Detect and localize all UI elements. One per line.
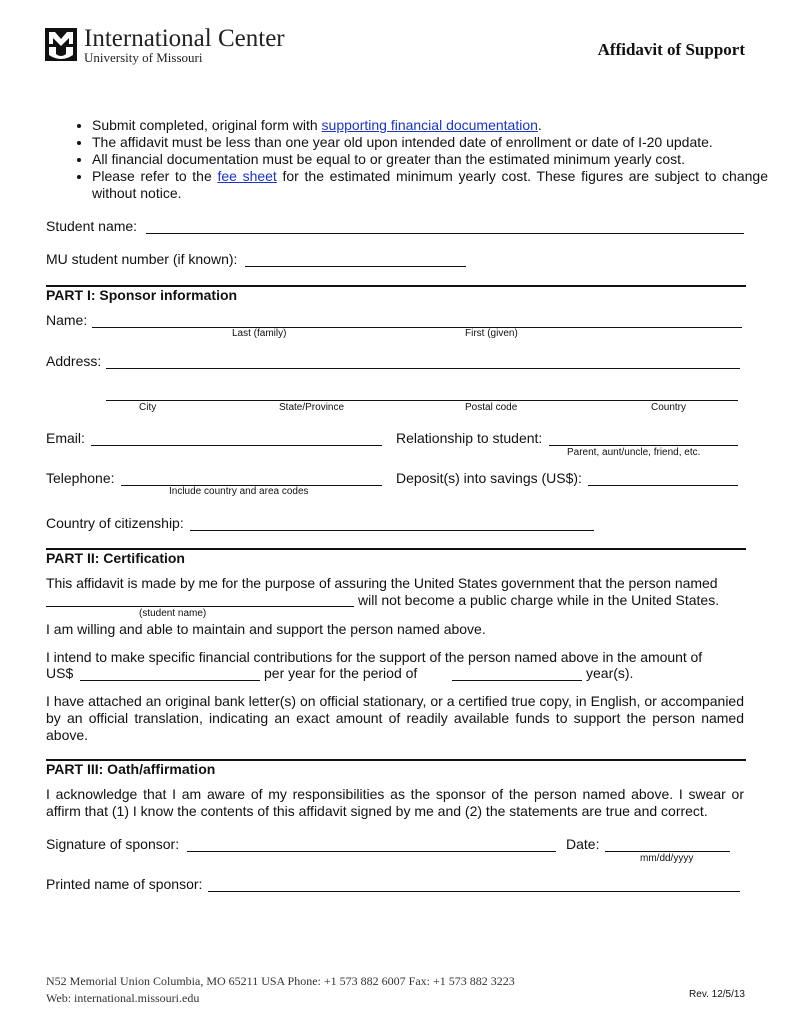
address-line2-field[interactable] — [106, 400, 738, 401]
university-name: University of Missouri — [84, 50, 203, 65]
state-hint: State/Province — [279, 402, 345, 413]
footer-web: Web: international.missouri.edu — [46, 991, 200, 1005]
telephone-hint: Include country and area codes — [169, 486, 309, 497]
footer-address: N52 Memorial Union Columbia, MO 65211 USA Phone: +1 573 882 6007 Fax: +1 573 882 3223 — [46, 974, 515, 988]
contribution-amount-field[interactable] — [80, 680, 260, 681]
printed-name-field[interactable] — [208, 891, 740, 892]
revision-date: Rev. 12/5/13 — [689, 989, 745, 1000]
signature-label: Signature of sponsor: — [46, 836, 180, 852]
student-name-hint: (student name) — [139, 608, 207, 619]
student-name-certification-field[interactable] — [46, 606, 354, 607]
instruction-item: • All financial documentation must be equal to or greater than the estimated minimum yearly cost. — [92, 151, 768, 168]
last-name-hint: Last (family) — [232, 328, 287, 339]
address-line1-field[interactable] — [106, 368, 740, 369]
part2-heading: PART II: Certification — [46, 550, 185, 566]
contribution-period-field[interactable] — [452, 680, 582, 681]
student-number-field[interactable] — [245, 266, 466, 267]
instruction-item: • The affidavit must be less than one year old upon intended date of enrollment or date of I-20 update. — [92, 134, 768, 151]
sponsor-name-field[interactable] — [92, 327, 742, 328]
relationship-label: Relationship to student: — [396, 430, 543, 446]
part3-heading: PART III: Oath/affirmation — [46, 761, 216, 777]
fee-sheet-link[interactable]: fee sheet — [217, 168, 277, 184]
oath-text: I acknowledge that I am aware of my responsibilities as the sponsor of the person named above. I swear or affirm that (1) I know the contents of this affidavit signed by me and (2) the statements are true and correct. — [46, 786, 744, 819]
date-label: Date: — [566, 836, 600, 852]
student-name-label: Student name: — [46, 218, 138, 234]
instruction-item: • Submit completed, original form with supporting financial documentation. — [92, 117, 768, 134]
mu-logo — [45, 28, 77, 61]
first-name-hint: First (given) — [465, 328, 518, 339]
citizenship-label: Country of citizenship: — [46, 515, 184, 531]
country-hint: Country — [651, 402, 687, 413]
part1-heading: PART I: Sponsor information — [46, 287, 238, 303]
sponsor-name-label: Name: — [46, 312, 88, 328]
org-name: International Center — [84, 25, 285, 52]
email-field[interactable] — [91, 445, 382, 446]
signature-field[interactable] — [187, 851, 556, 852]
certification-text: I am willing and able to maintain and support the person named above. — [46, 621, 486, 637]
relationship-hint: Parent, aunt/uncle, friend, etc. — [567, 447, 701, 458]
form-title: Affidavit of Support — [597, 40, 745, 59]
relationship-field[interactable] — [549, 445, 738, 446]
certification-text: I intend to make specific financial contributions for the support of the person named above in the amount of — [46, 649, 703, 665]
city-hint: City — [139, 402, 157, 413]
email-label: Email: — [46, 430, 85, 446]
years-label: year(s). — [586, 665, 634, 681]
printed-name-label: Printed name of sponsor: — [46, 876, 203, 892]
per-year-label: per year for the period of — [264, 665, 418, 681]
postal-code-hint: Postal code — [465, 402, 518, 413]
currency-label: US$ — [46, 665, 74, 681]
date-field[interactable] — [605, 851, 730, 852]
date-format-hint: mm/dd/yyyy — [640, 853, 694, 864]
deposit-field[interactable] — [588, 485, 738, 486]
instructions-list — [68, 117, 768, 202]
certification-text: will not become a public charge while in the United States. — [358, 592, 720, 608]
instruction-item: • Please refer to the fee sheet for the estimated minimum yearly cost. These figures are subject to change without notice. — [92, 168, 768, 202]
telephone-label: Telephone: — [46, 470, 115, 486]
deposit-label: Deposit(s) into savings (US$): — [396, 470, 582, 486]
certification-text: I have attached an original bank letter(s) on official stationary, or a certified true copy, in English, or accompanied by an official translation, indicating an exact amount of readily available funds to support the person named above. — [46, 693, 744, 743]
student-name-field[interactable] — [146, 233, 744, 234]
address-label: Address: — [46, 353, 102, 369]
certification-text: This affidavit is made by me for the purpose of assuring the United States government that the person named — [46, 575, 718, 591]
student-number-label: MU student number (if known): — [46, 251, 238, 267]
financial-documentation-link[interactable]: supporting financial documentation — [321, 117, 538, 133]
citizenship-field[interactable] — [190, 530, 594, 531]
